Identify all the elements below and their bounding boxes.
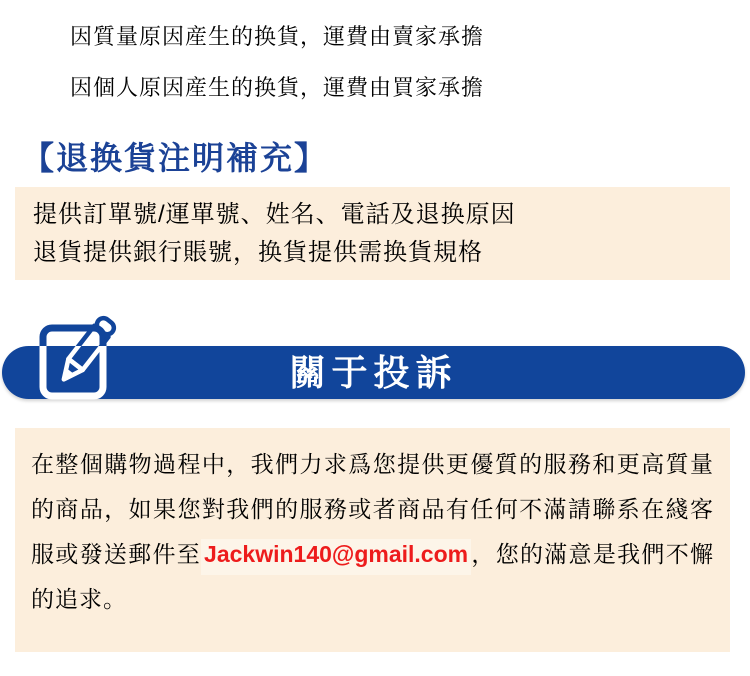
complaint-message-box [15,428,730,652]
pencil-writing-pad-icon [37,312,119,402]
complaint-banner-row [0,346,750,399]
complaint-text-after-email: ，您的滿意是我們不懈的追求。 [31,541,715,612]
note-line-bank-info: 退貨提供銀行賬號，换貨提供需换貨規格 [33,239,483,266]
policy-line-personal: 因個人原因産生的换貨，運費由買家承擔 [70,75,485,100]
return-note-box [15,187,730,280]
support-email-link[interactable]: Jackwin140@gmail.com [201,539,471,575]
return-note-heading: 【退换貨注明補充】 [22,140,329,176]
policy-line-quality: 因質量原因産生的换貨，運費由賣家承擔 [70,24,485,49]
complaint-text-before-email: 在整個購物過程中，我們力求爲您提供更優質的服務和更高質量的商品，如果您對我們的服務或者商品有任何不滿請聯系在綫客服或發送郵件至 [31,451,714,567]
note-line-order-info: 提供訂單號/運單號、姓名、電話及退换原因 [33,201,516,228]
complaint-paragraph [31,442,714,622]
exchange-policy-section [0,0,750,100]
complaint-banner-title: 關于投訴 [289,352,458,393]
